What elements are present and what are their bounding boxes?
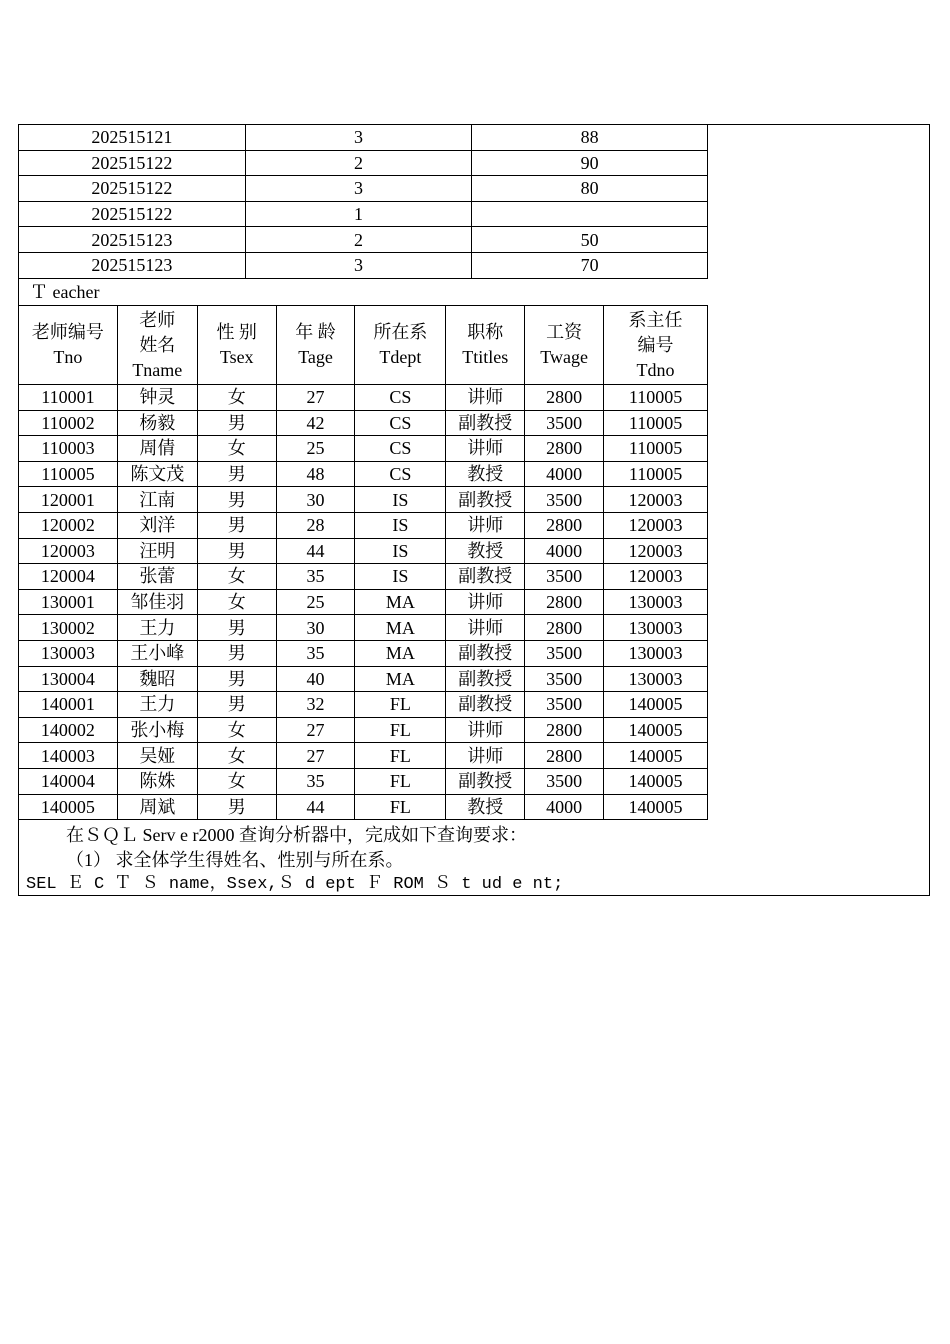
teacher-cell: 陈姝 [117,768,197,794]
teacher-cell: 4000 [525,461,604,487]
teacher-cell: 讲师 [446,512,525,538]
teacher-cell: 110005 [604,436,708,462]
teacher-cell: 2800 [525,589,604,615]
header-line: Tsex [219,347,254,367]
teacher-header-row [19,306,708,385]
teacher-cell: 110005 [19,461,118,487]
teacher-cell: 讲师 [446,717,525,743]
teacher-cell: 女 [197,385,276,411]
teacher-header-cell [197,306,276,385]
teacher-row [19,385,708,411]
header-line: Ttitles [462,347,509,367]
teacher-cell: 30 [276,615,355,641]
teacher-cell: 44 [276,538,355,564]
teacher-header-cell [525,306,604,385]
header-line: Tno [53,347,83,367]
teacher-cell: 张小梅 [117,717,197,743]
teacher-cell: 130002 [19,615,118,641]
teacher-header-cell [19,306,118,385]
teacher-row [19,436,708,462]
score-cell: 202515122 [19,176,246,202]
teacher-cell: 140005 [19,794,118,820]
header-line: Twage [540,347,589,367]
teacher-cell: 讲师 [446,385,525,411]
teacher-row [19,692,708,718]
teacher-cell: CS [355,436,446,462]
teacher-cell: MA [355,615,446,641]
score-cell: 1 [245,201,472,227]
teacher-cell: 3500 [525,692,604,718]
teacher-cell: 男 [197,410,276,436]
teacher-cell: 25 [276,436,355,462]
teacher-row [19,410,708,436]
teacher-cell: 讲师 [446,743,525,769]
header-line: Tage [298,347,333,367]
teacher-cell: 杨毅 [117,410,197,436]
header-line: Tdno [636,359,675,380]
teacher-cell: 110001 [19,385,118,411]
header-line: Tname [132,359,183,380]
teacher-cell: MA [355,640,446,666]
header-line: 编号 [637,334,674,355]
teacher-cell: 2800 [525,512,604,538]
teacher-cell: 120004 [19,564,118,590]
teacher-cell: 3500 [525,768,604,794]
score-cell: 88 [472,125,708,151]
teacher-cell: 120003 [604,512,708,538]
teacher-cell: 教授 [446,538,525,564]
teacher-cell: 江南 [117,487,197,513]
teacher-row [19,794,708,820]
teacher-cell: 40 [276,666,355,692]
teacher-cell: 教授 [446,794,525,820]
score-cell [472,201,708,227]
teacher-cell: 讲师 [446,615,525,641]
score-cell: 3 [245,252,472,278]
teacher-cell: 副教授 [446,564,525,590]
teacher-cell: 140005 [604,794,708,820]
teacher-cell: IS [355,564,446,590]
teacher-cell: 3500 [525,487,604,513]
score-row [19,176,708,202]
teacher-cell: 副教授 [446,487,525,513]
teacher-cell: 女 [197,589,276,615]
teacher-cell: 男 [197,794,276,820]
teacher-cell: FL [355,794,446,820]
teacher-cell: 27 [276,743,355,769]
teacher-cell: 28 [276,512,355,538]
score-cell: 202515122 [19,201,246,227]
score-cell: 2 [245,227,472,253]
teacher-cell: FL [355,692,446,718]
teacher-cell: 男 [197,512,276,538]
teacher-header-cell [446,306,525,385]
teacher-cell: 周斌 [117,794,197,820]
teacher-cell: 44 [276,794,355,820]
teacher-cell: 女 [197,436,276,462]
teacher-row [19,538,708,564]
score-cell: 70 [472,252,708,278]
teacher-cell: 教授 [446,461,525,487]
teacher-cell: 42 [276,410,355,436]
teacher-cell: 2800 [525,385,604,411]
score-cell: 2 [245,150,472,176]
teacher-cell: MA [355,666,446,692]
teacher-cell: 2800 [525,717,604,743]
teacher-cell: 3500 [525,666,604,692]
score-cell: 202515121 [19,125,246,151]
score-row [19,252,708,278]
teacher-cell: 35 [276,640,355,666]
teacher-cell: 27 [276,385,355,411]
teacher-row [19,512,708,538]
teacher-cell: 男 [197,692,276,718]
teacher-cell: 2800 [525,436,604,462]
teacher-cell: 140002 [19,717,118,743]
teacher-cell: 讲师 [446,436,525,462]
teacher-cell: 110002 [19,410,118,436]
teacher-cell: FL [355,717,446,743]
teacher-header-cell [355,306,446,385]
header-line: 性 别 [216,322,257,342]
score-cell: 3 [245,176,472,202]
teacher-row [19,589,708,615]
teacher-cell: 4000 [525,794,604,820]
teacher-cell: CS [355,385,446,411]
header-line: 工资 [546,322,583,342]
score-cell: 202515123 [19,227,246,253]
header-line: 系主任 [628,309,683,330]
teacher-cell: 140005 [604,692,708,718]
teacher-cell: 魏昭 [117,666,197,692]
teacher-table [18,305,708,820]
teacher-cell: 48 [276,461,355,487]
teacher-cell: 女 [197,743,276,769]
teacher-header-cell [276,306,355,385]
teacher-cell: 130001 [19,589,118,615]
teacher-cell: 110005 [604,410,708,436]
instruction-text: 在ＳＱＬ Serv e r2000 查询分析器中，完成如下查询要求： [66,825,527,845]
teacher-header-cell [117,306,197,385]
teacher-cell: 30 [276,487,355,513]
teacher-cell: 男 [197,461,276,487]
teacher-cell: 130003 [604,615,708,641]
teacher-cell: 120002 [19,512,118,538]
question-1-text: （1） 求全体学生得姓名、性别与所在系。 [66,850,404,870]
teacher-cell: 男 [197,615,276,641]
header-line: 老师编号 [31,322,104,342]
teacher-cell: 男 [197,538,276,564]
teacher-cell: 140001 [19,692,118,718]
teacher-cell: 王力 [117,692,197,718]
teacher-cell: 汪明 [117,538,197,564]
teacher-header-cell [604,306,708,385]
teacher-cell: 120003 [604,564,708,590]
score-row [19,201,708,227]
teacher-cell: 女 [197,717,276,743]
score-cell: 202515122 [19,150,246,176]
teacher-row [19,666,708,692]
header-line: 老师 [139,309,176,330]
teacher-row [19,717,708,743]
teacher-cell: 男 [197,666,276,692]
teacher-cell: 140005 [604,768,708,794]
header-line: 职称 [467,322,504,342]
score-cell: 202515123 [19,252,246,278]
teacher-cell: 130003 [604,666,708,692]
teacher-cell: MA [355,589,446,615]
teacher-cell: 110005 [604,461,708,487]
header-line: Tdept [379,347,422,367]
sql-statement: SEL Ｅ C Ｔ Ｓ name，Ssex,Ｓ d ept Ｆ ROM Ｓ t ud e nt; [26,875,564,894]
teacher-cell: FL [355,743,446,769]
teacher-cell: 130003 [19,640,118,666]
teacher-table-label: Ｔ eacher [30,282,100,302]
teacher-row [19,487,708,513]
teacher-cell: 副教授 [446,692,525,718]
teacher-cell: 3500 [525,564,604,590]
teacher-cell: 25 [276,589,355,615]
teacher-cell: 120001 [19,487,118,513]
teacher-row [19,640,708,666]
teacher-row [19,564,708,590]
teacher-cell: 110005 [604,385,708,411]
teacher-cell: 130004 [19,666,118,692]
teacher-row [19,615,708,641]
teacher-cell: 钟灵 [117,385,197,411]
teacher-cell: FL [355,768,446,794]
teacher-cell: 副教授 [446,768,525,794]
teacher-cell: 120003 [604,538,708,564]
teacher-cell: IS [355,538,446,564]
teacher-cell: IS [355,487,446,513]
teacher-cell: 140005 [604,717,708,743]
teacher-cell: 男 [197,487,276,513]
teacher-cell: CS [355,461,446,487]
teacher-cell: 140003 [19,743,118,769]
teacher-cell: 2800 [525,743,604,769]
score-cell: 3 [245,125,472,151]
teacher-cell: 2800 [525,615,604,641]
teacher-cell: 周倩 [117,436,197,462]
teacher-cell: 130003 [604,589,708,615]
teacher-row [19,743,708,769]
score-row [19,227,708,253]
teacher-cell: 35 [276,564,355,590]
teacher-cell: 3500 [525,640,604,666]
teacher-cell: 3500 [525,410,604,436]
teacher-cell: 4000 [525,538,604,564]
header-line: 所在系 [373,322,428,342]
teacher-cell: CS [355,410,446,436]
header-line: 姓名 [139,334,176,355]
score-cell: 80 [472,176,708,202]
teacher-row [19,461,708,487]
teacher-cell: 110003 [19,436,118,462]
teacher-cell: 讲师 [446,589,525,615]
teacher-cell: 35 [276,768,355,794]
teacher-cell: 女 [197,564,276,590]
header-line: 年 龄 [295,322,336,342]
teacher-cell: 男 [197,640,276,666]
score-row [19,150,708,176]
teacher-cell: 张蕾 [117,564,197,590]
score-cell: 90 [472,150,708,176]
teacher-cell: 陈文茂 [117,461,197,487]
teacher-cell: 140005 [604,743,708,769]
teacher-cell: 吴娅 [117,743,197,769]
teacher-cell: 副教授 [446,666,525,692]
teacher-cell: 刘洋 [117,512,197,538]
teacher-cell: IS [355,512,446,538]
score-table [18,124,708,279]
teacher-cell: 女 [197,768,276,794]
teacher-cell: 140004 [19,768,118,794]
teacher-cell: 32 [276,692,355,718]
teacher-cell: 王小峰 [117,640,197,666]
teacher-cell: 副教授 [446,410,525,436]
teacher-cell: 120003 [604,487,708,513]
teacher-cell: 邹佳羽 [117,589,197,615]
teacher-cell: 120003 [19,538,118,564]
score-row [19,125,708,151]
teacher-cell: 27 [276,717,355,743]
teacher-cell: 副教授 [446,640,525,666]
teacher-cell: 王力 [117,615,197,641]
teacher-row [19,768,708,794]
score-cell: 50 [472,227,708,253]
teacher-cell: 130003 [604,640,708,666]
